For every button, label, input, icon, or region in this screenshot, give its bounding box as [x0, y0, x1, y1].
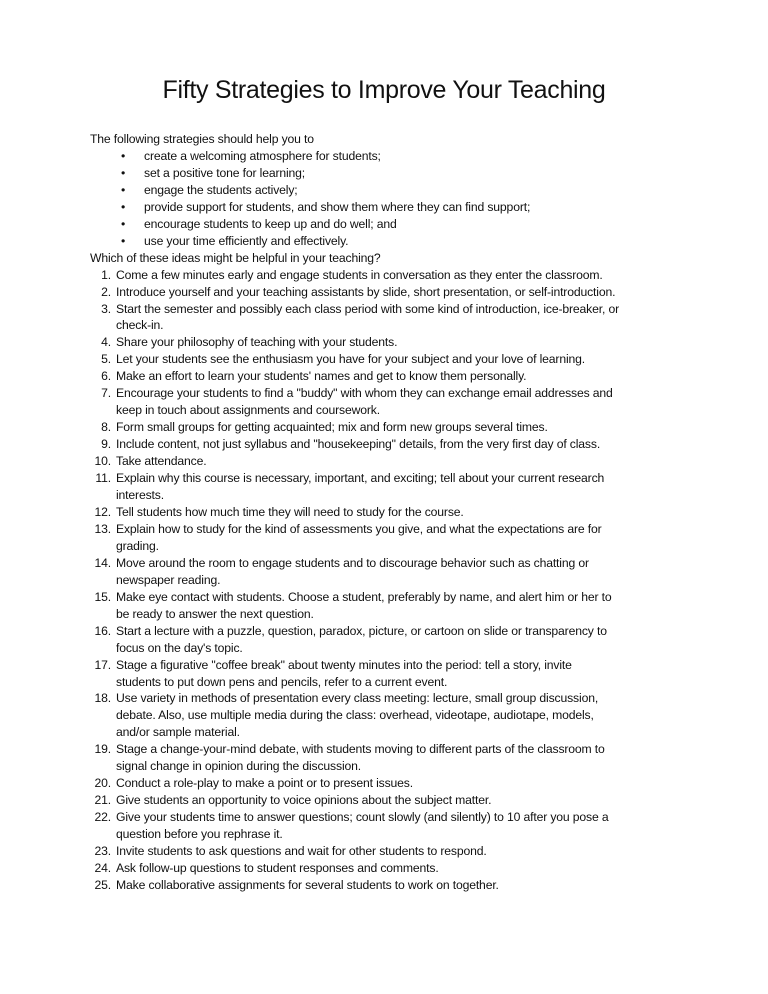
item-number: 15.	[94, 589, 111, 604]
item-text-line: Make eye contact with students. Choose a student, preferably by name, and alert him or her to	[116, 589, 612, 604]
bullet-icon: •	[121, 199, 126, 214]
bullet-text: create a welcoming atmosphere for students;	[144, 148, 381, 163]
list-item	[90, 555, 710, 589]
item-text-line: Tell students how much time they will need to study for the course.	[116, 504, 464, 519]
list-item	[90, 589, 710, 623]
item-text-line: Form small groups for getting acquainted; mix and form new groups several times.	[116, 420, 548, 435]
document-body	[90, 131, 710, 894]
item-text-line: Start the semester and possibly each class period with some kind of introduction, ice-breaker, or	[116, 301, 619, 316]
item-text-line: Take attendance.	[116, 454, 207, 469]
intro-text: The following strategies should help you to	[90, 132, 314, 146]
item-number: 14.	[94, 555, 111, 570]
list-item	[90, 267, 710, 284]
item-text-line: Make collaborative assignments for several students to work on together.	[116, 877, 499, 892]
list-item	[90, 877, 710, 894]
item-number: 24.	[94, 860, 111, 875]
list-item	[90, 623, 710, 657]
list-item	[90, 741, 710, 775]
item-number: 13.	[94, 521, 111, 536]
item-text-line: be ready to answer the next question.	[116, 606, 314, 621]
item-number: 16.	[94, 623, 111, 638]
list-item	[90, 775, 710, 792]
list-item	[90, 334, 710, 351]
bullet-icon: •	[121, 165, 126, 180]
item-text-line: Ask follow-up questions to student responses and comments.	[116, 860, 439, 875]
item-text-line: Conduct a role-play to make a point or to present issues.	[116, 776, 413, 791]
list-item	[90, 301, 710, 335]
item-number: 25.	[94, 877, 111, 892]
item-text-line: Stage a change-your-mind debate, with students moving to different parts of the classroom to	[116, 742, 605, 757]
bullet-text: use your time efficiently and effectively.	[144, 233, 349, 248]
list-item	[90, 284, 710, 301]
item-text-line: students to put down pens and pencils, refer to a current event.	[116, 674, 448, 689]
item-number: 8.	[101, 420, 111, 435]
item-number: 20.	[94, 776, 111, 791]
item-number: 22.	[94, 810, 111, 825]
bullet-item	[90, 165, 710, 182]
item-number: 17.	[94, 657, 111, 672]
item-number: 3.	[101, 301, 111, 316]
list-item	[90, 843, 710, 860]
item-text-line: Start a lecture with a puzzle, question, paradox, picture, or cartoon on slide or transparency to	[116, 623, 607, 638]
item-number: 12.	[94, 504, 111, 519]
item-text-line: question before you rephrase it.	[116, 827, 283, 842]
numbered-list	[90, 267, 710, 894]
question-text: Which of these ideas might be helpful in your teaching?	[90, 250, 381, 265]
list-item	[90, 436, 710, 453]
list-item	[90, 860, 710, 877]
bullet-item	[90, 233, 710, 250]
item-text-line: Move around the room to engage students and to discourage behavior such as chatting or	[116, 555, 589, 570]
bullet-item	[90, 199, 710, 216]
item-text-line: Give students an opportunity to voice opinions about the subject matter.	[116, 793, 492, 808]
item-text-line: Give your students time to answer questions; count slowly (and silently) to 10 after you pose a	[116, 810, 609, 825]
item-text-line: signal change in opinion during the discussion.	[116, 759, 361, 774]
list-item	[90, 792, 710, 809]
list-item	[90, 368, 710, 385]
list-item	[90, 657, 710, 691]
item-number: 19.	[94, 742, 111, 757]
item-number: 4.	[101, 335, 111, 350]
bullet-text: encourage students to keep up and do well; and	[144, 216, 397, 231]
bullet-text: set a positive tone for learning;	[144, 165, 306, 180]
item-text-line: Make an effort to learn your students' names and get to know them personally.	[116, 369, 527, 384]
list-item	[90, 351, 710, 368]
item-text-line: Explain why this course is necessary, important, and exciting; tell about your current research	[116, 471, 605, 486]
item-number: 10.	[94, 454, 111, 469]
item-text-line: Come a few minutes early and engage students in conversation as they enter the classroom.	[116, 267, 603, 282]
item-text-line: debate. Also, use multiple media during the class: overhead, videotape, audiotape, models,	[116, 708, 594, 723]
list-item	[90, 470, 710, 504]
bullet-icon: •	[121, 216, 126, 231]
item-number: 7.	[101, 386, 111, 401]
item-number: 6.	[101, 369, 111, 384]
bullet-list	[90, 148, 710, 250]
item-number: 2.	[101, 284, 111, 299]
list-item	[90, 504, 710, 521]
list-item	[90, 521, 710, 555]
list-item	[90, 690, 710, 741]
page-title: Fifty Strategies to Improve Your Teaching	[162, 76, 606, 104]
item-text-line: Encourage your students to find a "buddy" with whom they can exchange email addresses and	[116, 386, 613, 401]
bullet-item	[90, 216, 710, 233]
item-text-line: newspaper reading.	[116, 572, 221, 587]
bullet-icon: •	[121, 233, 126, 248]
item-number: 21.	[94, 793, 111, 808]
item-text-line: keep in touch about assignments and coursework.	[116, 403, 380, 418]
item-text-line: Explain how to study for the kind of assessments you give, and what the expectations are for	[116, 521, 602, 536]
item-number: 18.	[94, 691, 111, 706]
item-text-line: Invite students to ask questions and wait for other students to respond.	[116, 844, 487, 859]
item-text-line: and/or sample material.	[116, 725, 240, 740]
item-text-line: focus on the day's topic.	[116, 640, 243, 655]
bullet-icon: •	[121, 182, 126, 197]
bullet-item	[90, 182, 710, 199]
bullet-icon: •	[121, 148, 126, 163]
item-text-line: Introduce yourself and your teaching assistants by slide, short presentation, or self-introduction.	[116, 284, 616, 299]
item-number: 11.	[95, 471, 111, 486]
bullet-text: engage the students actively;	[144, 182, 298, 197]
list-item	[90, 809, 710, 843]
list-item	[90, 385, 710, 419]
item-text-line: check-in.	[116, 318, 164, 333]
list-item	[90, 453, 710, 470]
list-item	[90, 419, 710, 436]
item-number: 23.	[94, 844, 111, 859]
bullet-item	[90, 148, 710, 165]
item-number: 5.	[101, 352, 111, 367]
item-text-line: grading.	[116, 538, 159, 553]
item-text-line: Share your philosophy of teaching with your students.	[116, 335, 398, 350]
item-text-line: Let your students see the enthusiasm you have for your subject and your love of learning.	[116, 352, 586, 367]
item-text-line: Stage a figurative "coffee break" about twenty minutes into the period: tell a story, invite	[116, 657, 572, 672]
item-number: 9.	[101, 437, 111, 452]
item-text-line: Include content, not just syllabus and "housekeeping" details, from the very first day of class.	[116, 437, 601, 452]
item-text-line: Use variety in methods of presentation every class meeting: lecture, small group discussion,	[116, 691, 599, 706]
item-text-line: interests.	[116, 488, 164, 503]
item-number: 1.	[101, 267, 111, 282]
bullet-text: provide support for students, and show them where they can find support;	[144, 199, 531, 214]
